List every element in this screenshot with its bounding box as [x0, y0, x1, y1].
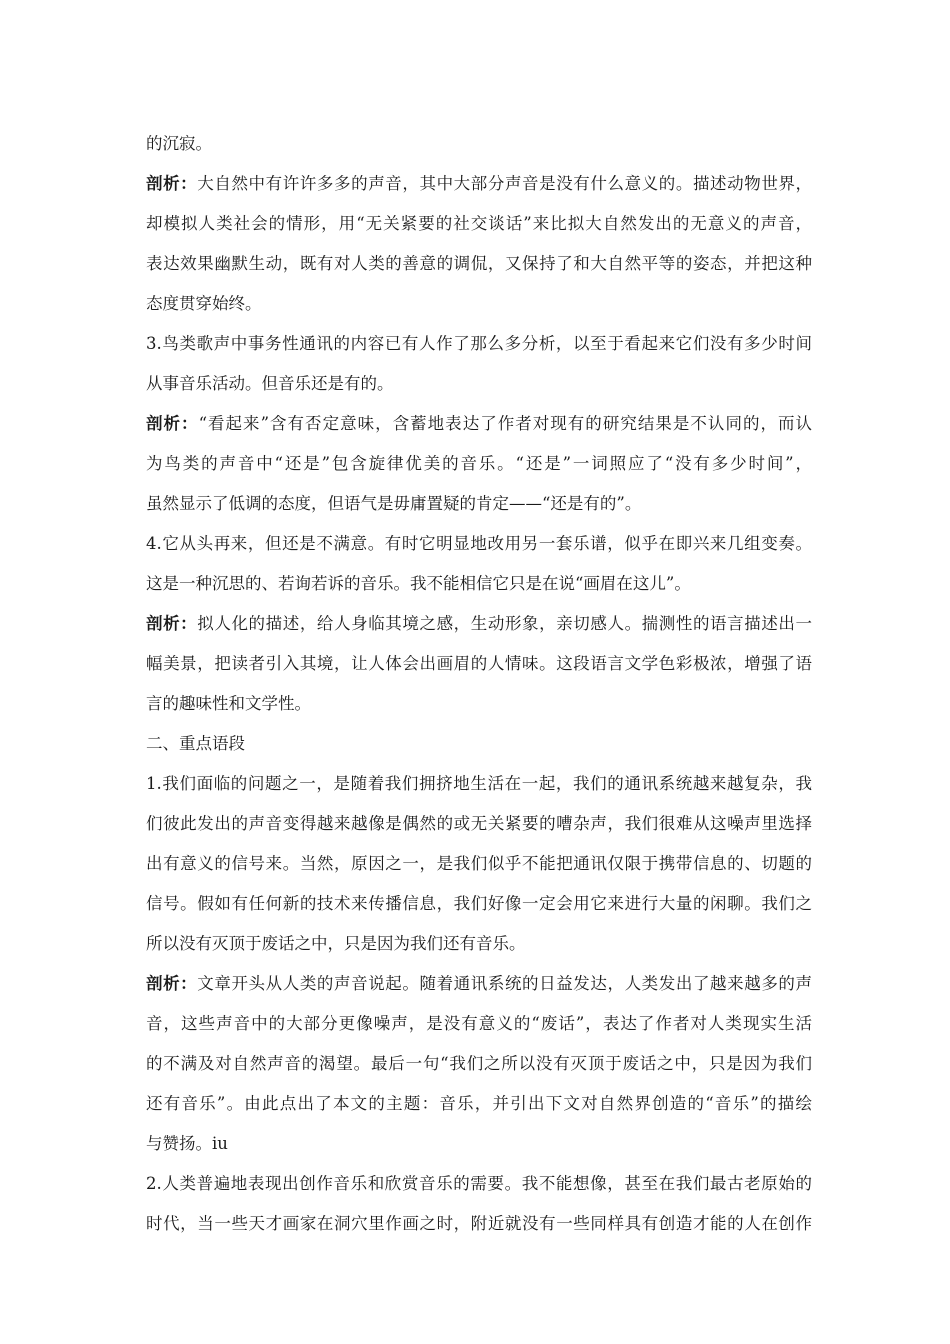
text-line [146, 844, 812, 884]
text-line [146, 364, 812, 404]
line-text: 2.人类普遍地表现出创作音乐和欣赏音乐的需要。我不能想像，甚至在我们最古老原始的 [146, 1174, 812, 1193]
line-text: 幅美景，把读者引入其境，让人体会出画眉的人情味。这段语言文学色彩极浓，增强了语 [146, 654, 812, 673]
line-text: 大自然中有许许多多的声音，其中大部分声音是没有什么意义的。描述动物世界， [197, 174, 813, 193]
line-text: 的不满及对自然声音的渴望。最后一句“我们之所以没有灭顶于废话之中，只是因为我们 [146, 1054, 812, 1073]
text-line [146, 1164, 812, 1204]
line-text: “看起来”含有否定意味，含蓄地表达了作者对现有的研究结果是不认同的，而认 [198, 414, 813, 433]
text-line [146, 1124, 812, 1164]
analysis-label: 剖析： [146, 174, 198, 193]
analysis-label: 剖析： [146, 414, 199, 433]
text-line [146, 164, 812, 204]
text-line [146, 924, 812, 964]
text-line [146, 684, 812, 724]
line-text: 时代，当一些天才画家在洞穴里作画之时，附近就没有一些同样具有创造才能的人在创作 [146, 1214, 812, 1233]
text-line [146, 764, 812, 804]
text-line [146, 244, 812, 284]
line-text: 却模拟人类社会的情形，用“无关紧要的社交谈话”来比拟大自然发出的无意义的声音， [146, 214, 812, 233]
line-text: 表达效果幽默生动，既有对人类的善意的调侃，又保持了和大自然平等的姿态，并把这种 [146, 254, 812, 273]
line-text: 出有意义的信号来。当然，原因之一，是我们似乎不能把通讯仅限于携带信息的、切题的 [146, 854, 812, 873]
line-text: 与赞扬。iu [146, 1134, 228, 1153]
line-text: 言的趣味性和文学性。 [146, 694, 311, 713]
line-text: 拟人化的描述，给人身临其境之感，生动形象，亲切感人。揣测性的语言描述出一 [197, 614, 813, 633]
line-text: 还有音乐”。由此点出了本文的主题：音乐，并引出下文对自然界创造的“音乐”的描绘 [146, 1094, 812, 1113]
line-text: 音，这些声音中的大部分更像噪声，是没有意义的“废话”，表达了作者对人类现实生活 [146, 1014, 812, 1033]
line-text: 为鸟类的声音中“还是”包含旋律优美的音乐。“还是”一词照应了“没有多少时间”， [146, 454, 812, 473]
line-text: 这是一种沉思的、若询若诉的音乐。我不能相信它只是在说“画眉在这儿”。 [146, 574, 691, 593]
analysis-label: 剖析： [146, 974, 198, 993]
text-line [146, 204, 812, 244]
line-text: 二、重点语段 [146, 734, 245, 753]
text-line [146, 124, 812, 164]
text-line [146, 1204, 812, 1244]
text-line [146, 444, 812, 484]
document-page [146, 124, 812, 1244]
line-text: 信号。假如有任何新的技术来传播信息，我们好像一定会用它来进行大量的闲聊。我们之 [146, 894, 812, 913]
line-text: 1.我们面临的问题之一，是随着我们拥挤地生活在一起，我们的通讯系统越来越复杂，我 [146, 774, 812, 793]
text-line [146, 644, 812, 684]
line-text: 从事音乐活动。但音乐还是有的。 [146, 374, 394, 393]
text-line [146, 524, 812, 564]
text-line [146, 564, 812, 604]
text-line [146, 1084, 812, 1124]
text-line [146, 484, 812, 524]
text-line [146, 1044, 812, 1084]
text-line [146, 324, 812, 364]
line-text: 4.它从头再来，但还是不满意。有时它明显地改用另一套乐谱，似乎在即兴来几组变奏。 [146, 534, 812, 553]
text-line [146, 284, 812, 324]
text-line [146, 804, 812, 844]
line-text: 文章开头从人类的声音说起。随着通讯系统的日益发达，人类发出了越来越多的声 [197, 974, 813, 993]
text-line [146, 964, 812, 1004]
analysis-label: 剖析： [146, 614, 198, 633]
line-text: 们彼此发出的声音变得越来越像是偶然的或无关紧要的嘈杂声，我们很难从这噪声里选择 [146, 814, 812, 833]
text-line [146, 404, 812, 444]
line-text: 的沉寂。 [146, 134, 212, 153]
line-text: 态度贯穿始终。 [146, 294, 262, 313]
line-text: 所以没有灭顶于废话之中，只是因为我们还有音乐。 [146, 934, 526, 953]
line-text: 3.鸟类歌声中事务性通讯的内容已有人作了那么多分析，以至于看起来它们没有多少时间 [146, 334, 812, 353]
text-line [146, 604, 812, 644]
text-line [146, 1004, 812, 1044]
text-line [146, 724, 812, 764]
line-text: 虽然显示了低调的态度，但语气是毋庸置疑的肯定——“还是有的”。 [146, 494, 642, 513]
text-line [146, 884, 812, 924]
